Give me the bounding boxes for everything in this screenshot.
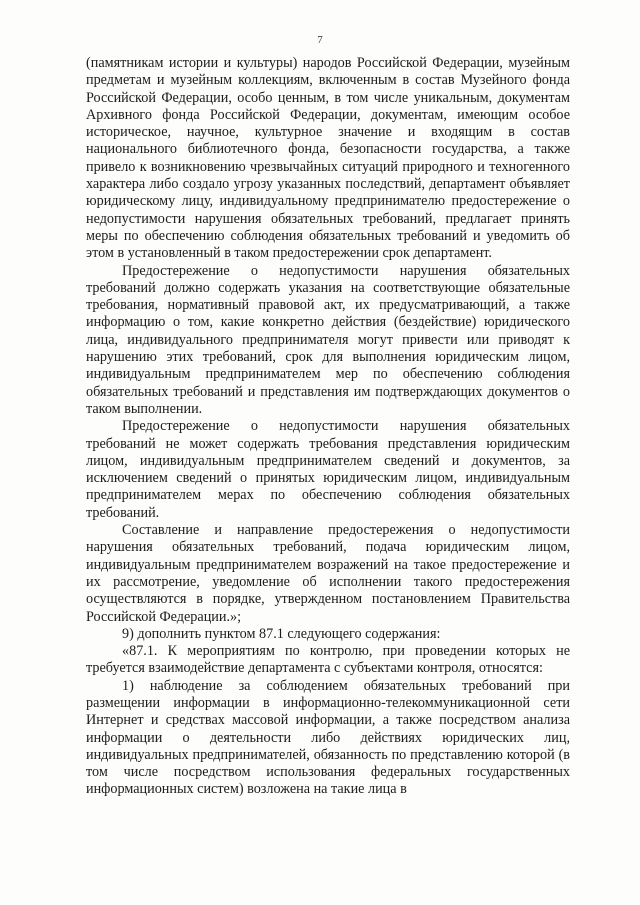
- document-body: [86, 55, 570, 799]
- paragraph-warning-content: Предостережение о недопустимости нарушения обязательных требований должно содержать указания на соответствующие обязательные требования, нормативный правовой акт, их предусматривающий, а также информацию о том, какие конкретно действия (бездействие) юридического лица, индивидуального предпринимателя могут привести или приводят к нарушению этих требований, срок для выполнения юридическим лицом, индивидуальным предпринимателем мер по обеспечению соблюдения обязательных требований и представления им подтверждающих документов о таком выполнении.: [86, 262, 570, 417]
- page-number: 7: [317, 34, 323, 46]
- paragraph-clause-87-1: «87.1. К мероприятиям по контролю, при проведении которых не требуется взаимодействие департамента с субъектами контроля, относятся:: [86, 643, 570, 677]
- paragraph-warning-procedure: Составление и направление предостережения о недопустимости нарушения обязательных требований, подача юридическим лицом, индивидуальным предпринимателем возражений на такое предостережение и их рассмотрение, уведомление об исполнении такого предостережения осуществляются в порядке, утвержденном постановлением Правительства Российской Федерации.»;: [86, 522, 570, 625]
- paragraph-continuation: (памятникам истории и культуры) народов Российской Федерации, музейным предметам и музейным коллекциям, включенным в состав Музейного фонда Российской Федерации, особо ценным, в том числе уникальным, документам Архивного фонда Российской Федерации, документам, имеющим особое историческое, научное, культурное значение и входящим в состав национального библиотечного фонда, безопасности государства, а также привело к возникновению чрезвычайных ситуаций природного и техногенного характера либо создало угрозу указанных последствий, департамент объявляет юридическому лицу, индивидуальному предпринимателю предостережение о недопустимости нарушения обязательных требований, предлагает принять меры по обеспечению соблюдения обязательных требований и уведомить об этом в установленный в таком предостережении срок департамент.: [86, 55, 570, 262]
- paragraph-warning-restrictions: Предостережение о недопустимости нарушения обязательных требований не может содержать требования представления юридическим лицом, индивидуальным предпринимателем сведений и документов, за исключением сведений о принятых юридическим лицом, индивидуальным предпринимателем мерах по обеспечению соблюдения обязательных требований.: [86, 418, 570, 521]
- paragraph-amendment-9: 9) дополнить пунктом 87.1 следующего содержания:: [122, 625, 441, 642]
- paragraph-clause-87-1-item-1: 1) наблюдение за соблюдением обязательных требований при размещении информации в информационно-телекоммуникационной сети Интернет и средствах массовой информации, а также посредством анализа информации о деятельности либо действиях юридических лиц, индивидуальных предпринимателей, обязанность по представлению которой (в том числе посредством использования федеральных государственных информационных систем) возложена на такие лица в: [86, 677, 570, 798]
